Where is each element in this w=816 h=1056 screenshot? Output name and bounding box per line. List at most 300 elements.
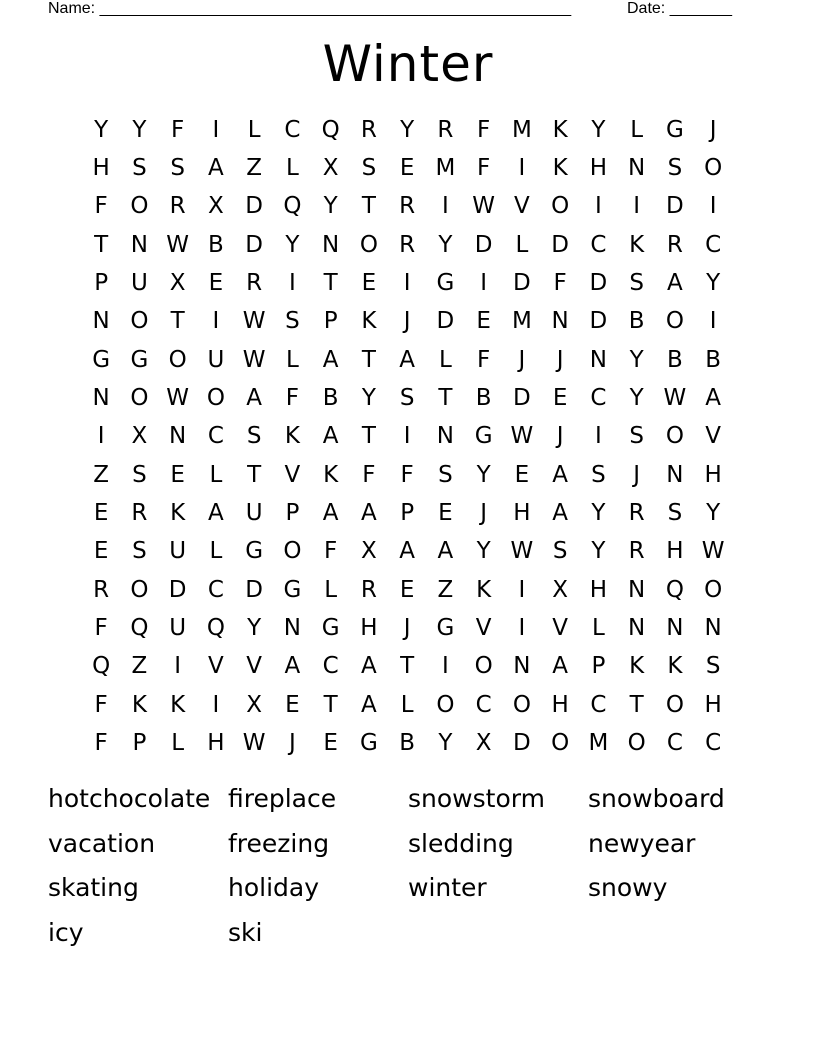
grid-cell: Q: [206, 614, 225, 641]
header-line: [48, 0, 748, 20]
grid-cell: X: [207, 193, 224, 220]
grid-cell: C: [590, 231, 607, 258]
grid-cell: R: [399, 193, 416, 220]
grid-cell: E: [399, 154, 415, 181]
grid-cell: S: [399, 384, 415, 411]
grid-cell: R: [169, 193, 186, 220]
grid-cell: P: [132, 729, 147, 756]
grid-cell: N: [436, 423, 454, 450]
grid-cell: K: [170, 499, 186, 526]
grid-cell: L: [324, 576, 338, 603]
grid-cell: E: [323, 729, 338, 756]
grid-cell: B: [322, 384, 339, 411]
grid-cell: D: [589, 308, 608, 335]
grid-cell: O: [436, 691, 455, 718]
grid-cell: E: [93, 538, 109, 565]
grid-cell: C: [475, 691, 492, 718]
grid-cell: J: [288, 729, 296, 756]
grid-cell: O: [168, 346, 187, 373]
grid-cell: N: [130, 231, 148, 258]
grid-cell: A: [399, 538, 415, 565]
grid-cell: O: [512, 691, 531, 718]
grid-cell: J: [633, 461, 641, 488]
grid-cell: S: [132, 461, 147, 488]
grid-cell: B: [399, 729, 416, 756]
grid-cell: H: [589, 154, 608, 181]
grid-cell: S: [667, 154, 683, 181]
word-list-item: icy: [48, 917, 84, 947]
grid-cell: T: [361, 423, 376, 450]
grid-cell: O: [130, 384, 149, 411]
grid-cell: T: [400, 653, 415, 680]
grid-cell: D: [551, 231, 569, 258]
grid-cell: Y: [400, 116, 415, 143]
grid-cell: D: [245, 576, 263, 603]
grid-cell: S: [591, 461, 606, 488]
grid-cell: S: [285, 308, 300, 335]
grid-cell: V: [705, 423, 721, 450]
grid-cell: D: [474, 231, 493, 258]
grid-cell: O: [665, 691, 684, 718]
grid-cell: S: [132, 154, 147, 181]
grid-cell: X: [169, 269, 186, 296]
grid-cell: S: [552, 538, 568, 565]
grid-cell: J: [480, 499, 488, 526]
grid-cell: K: [667, 653, 683, 680]
grid-cell: E: [476, 308, 491, 335]
grid-cell: J: [518, 346, 526, 373]
grid-cell: F: [94, 729, 108, 756]
grid-cell: O: [704, 576, 723, 603]
word-list-item: hotchocolate: [48, 784, 211, 813]
word-list-item: snowstorm: [408, 784, 545, 813]
grid-cell: N: [666, 461, 684, 488]
word-list-item: fireplace: [228, 784, 337, 813]
grid-cell: T: [94, 231, 109, 258]
grid-cell: D: [589, 269, 608, 296]
grid-cell: E: [208, 269, 224, 296]
grid-cell: G: [245, 538, 264, 565]
grid-cell: C: [207, 423, 224, 450]
grid-cell: I: [594, 193, 602, 220]
grid-cell: H: [207, 729, 225, 756]
grid-cell: S: [629, 269, 644, 296]
grid-cell: S: [132, 538, 147, 565]
grid-cell: N: [666, 614, 684, 641]
grid-cell: B: [207, 231, 224, 258]
grid-cell: O: [283, 538, 302, 565]
grid-cell: G: [436, 269, 455, 296]
grid-cell: C: [590, 384, 607, 411]
grid-cell: I: [441, 193, 449, 220]
grid-cell: F: [94, 193, 108, 220]
grid-cell: Y: [591, 538, 606, 565]
grid-cell: H: [704, 461, 722, 488]
grid-cell: E: [438, 499, 453, 526]
grid-cell: K: [552, 154, 568, 181]
grid-cell: Y: [361, 384, 376, 411]
grid-cell: F: [362, 461, 376, 488]
grid-cell: U: [245, 499, 263, 526]
grid-cell: F: [324, 538, 338, 565]
grid-cell: K: [361, 308, 377, 335]
grid-cell: X: [131, 423, 148, 450]
grid-cell: C: [207, 576, 224, 603]
grid-cell: L: [515, 231, 529, 258]
grid-cell: H: [551, 691, 569, 718]
grid-cell: E: [552, 384, 568, 411]
word-list-item: vacation: [48, 828, 156, 858]
grid-cell: I: [212, 691, 220, 718]
grid-cell: I: [594, 423, 602, 450]
grid-cell: B: [705, 346, 722, 373]
word-list-item: snowboard: [588, 784, 725, 813]
grid-cell: F: [553, 269, 567, 296]
grid-cell: S: [438, 461, 453, 488]
grid-cell: X: [360, 538, 377, 565]
grid-cell: A: [552, 461, 568, 488]
grid-cell: J: [403, 308, 411, 335]
grid-cell: D: [513, 729, 531, 756]
grid-cell: C: [705, 729, 722, 756]
grid-cell: W: [510, 538, 534, 565]
grid-cell: V: [475, 614, 492, 641]
grid-cell: A: [552, 499, 568, 526]
word-list: [48, 777, 788, 955]
grid-cell: N: [92, 384, 110, 411]
grid-cell: D: [245, 193, 263, 220]
grid-cell: Q: [665, 576, 684, 603]
grid-cell: K: [131, 691, 147, 718]
grid-cell: U: [169, 614, 187, 641]
grid-cell: Y: [323, 193, 338, 220]
grid-cell: V: [552, 614, 568, 641]
grid-cell: P: [591, 653, 606, 680]
grid-cell: N: [322, 231, 340, 258]
grid-cell: F: [477, 116, 491, 143]
grid-cell: Q: [130, 614, 149, 641]
word-list-item: ski: [228, 917, 263, 947]
grid-cell: W: [166, 231, 189, 258]
grid-cell: Y: [438, 231, 453, 258]
grid-cell: T: [170, 308, 185, 335]
grid-cell: V: [208, 653, 224, 680]
grid-cell: A: [667, 269, 683, 296]
grid-cell: I: [480, 269, 488, 296]
grid-cell: A: [361, 653, 377, 680]
grid-cell: J: [556, 346, 564, 373]
grid-cell: A: [437, 538, 454, 565]
grid-cell: I: [174, 653, 182, 680]
grid-cell: C: [590, 691, 607, 718]
grid-cell: X: [246, 691, 262, 718]
grid-cell: D: [666, 193, 684, 220]
grid-cell: G: [436, 614, 455, 641]
grid-cell: Y: [629, 384, 644, 411]
grid-cell: E: [170, 461, 185, 488]
grid-cell: R: [628, 499, 645, 526]
grid-cell: X: [475, 729, 492, 756]
grid-cell: A: [322, 346, 339, 373]
grid-cell: W: [242, 308, 266, 335]
grid-cell: V: [514, 193, 530, 220]
grid-cell: J: [403, 614, 411, 641]
grid-cell: T: [438, 384, 453, 411]
grid-cell: F: [477, 346, 491, 373]
grid-cell: O: [130, 193, 149, 220]
grid-cell: K: [552, 116, 568, 143]
word-list-item: skating: [48, 873, 139, 902]
grid-cell: E: [361, 269, 377, 296]
grid-cell: N: [628, 576, 646, 603]
grid-cell: O: [704, 154, 723, 181]
grid-cell: H: [360, 614, 378, 641]
grid-cell: V: [284, 461, 301, 488]
grid-cell: Y: [591, 116, 606, 143]
grid-cell: N: [513, 653, 531, 680]
grid-cell: N: [628, 154, 646, 181]
grid-cell: I: [403, 423, 411, 450]
grid-cell: A: [361, 499, 377, 526]
grid-cell: L: [209, 461, 223, 488]
letter-grid: [82, 111, 732, 763]
grid-cell: M: [435, 154, 456, 181]
grid-cell: A: [361, 691, 377, 718]
grid-cell: Y: [706, 269, 721, 296]
grid-cell: G: [130, 346, 149, 373]
grid-cell: I: [633, 193, 641, 220]
word-list-item: snowy: [588, 873, 668, 902]
grid-cell: K: [629, 231, 645, 258]
grid-cell: I: [709, 193, 717, 220]
grid-cell: R: [360, 116, 377, 143]
grid-cell: E: [285, 691, 300, 718]
grid-cell: T: [323, 691, 338, 718]
grid-cell: I: [403, 269, 411, 296]
grid-cell: M: [511, 308, 532, 335]
grid-cell: W: [701, 538, 725, 565]
grid-cell: G: [359, 729, 378, 756]
grid-cell: Y: [132, 116, 147, 143]
grid-cell: N: [704, 614, 722, 641]
grid-cell: W: [242, 346, 266, 373]
grid-cell: R: [360, 576, 377, 603]
grid-cell: A: [399, 346, 415, 373]
grid-cell: Z: [437, 576, 454, 603]
puzzle-title: Winter: [322, 35, 494, 93]
grid-cell: I: [441, 653, 449, 680]
grid-cell: I: [709, 308, 717, 335]
grid-cell: U: [207, 346, 225, 373]
grid-cell: O: [206, 384, 225, 411]
grid-cell: Y: [706, 499, 721, 526]
grid-cell: F: [171, 116, 185, 143]
grid-cell: H: [589, 576, 608, 603]
grid-cell: K: [629, 653, 645, 680]
grid-cell: J: [556, 423, 564, 450]
grid-cell: H: [704, 691, 722, 718]
grid-cell: F: [285, 384, 299, 411]
grid-cell: A: [246, 384, 262, 411]
grid-cell: P: [94, 269, 109, 296]
grid-cell: O: [130, 576, 149, 603]
grid-cell: K: [170, 691, 186, 718]
date-field: Date: _______: [627, 0, 732, 17]
grid-cell: R: [628, 538, 645, 565]
grid-cell: A: [284, 653, 301, 680]
grid-cell: U: [169, 538, 187, 565]
grid-cell: K: [284, 423, 300, 450]
grid-cell: Z: [246, 154, 262, 181]
grid-cell: Z: [93, 461, 109, 488]
grid-cell: I: [212, 308, 220, 335]
grid-cell: D: [513, 269, 531, 296]
grid-cell: A: [322, 499, 339, 526]
grid-cell: B: [475, 384, 492, 411]
grid-cell: F: [94, 691, 108, 718]
grid-cell: Y: [591, 499, 606, 526]
grid-cell: C: [284, 116, 301, 143]
grid-cell: F: [94, 614, 108, 641]
grid-cell: A: [705, 384, 721, 411]
grid-cell: C: [666, 729, 683, 756]
grid-cell: N: [92, 308, 110, 335]
grid-cell: L: [171, 729, 185, 756]
grid-cell: D: [168, 576, 187, 603]
grid-cell: X: [322, 154, 339, 181]
grid-cell: O: [665, 423, 684, 450]
grid-cell: N: [628, 614, 646, 641]
grid-cell: I: [212, 116, 220, 143]
grid-cell: M: [588, 729, 609, 756]
grid-cell: Q: [321, 116, 340, 143]
grid-cell: L: [285, 346, 299, 373]
grid-cell: J: [709, 116, 717, 143]
grid-cell: S: [246, 423, 262, 450]
grid-cell: D: [436, 308, 455, 335]
grid-cell: R: [131, 499, 148, 526]
grid-cell: O: [359, 231, 378, 258]
grid-cell: W: [510, 423, 534, 450]
grid-cell: K: [476, 576, 492, 603]
grid-cell: K: [323, 461, 339, 488]
grid-cell: Y: [476, 461, 491, 488]
name-field: Name: _____________________________________________________: [48, 0, 572, 17]
grid-cell: S: [705, 653, 721, 680]
grid-cell: T: [361, 346, 376, 373]
grid-cell: P: [323, 308, 338, 335]
grid-cell: Y: [247, 614, 262, 641]
grid-cell: L: [630, 116, 644, 143]
grid-cell: L: [247, 116, 261, 143]
grid-cell: N: [551, 308, 569, 335]
grid-cell: L: [400, 691, 414, 718]
grid-cell: W: [242, 729, 266, 756]
grid-cell: R: [399, 231, 416, 258]
grid-cell: I: [97, 423, 105, 450]
grid-cell: G: [92, 346, 111, 373]
grid-cell: M: [511, 116, 532, 143]
grid-cell: G: [665, 116, 684, 143]
grid-cell: R: [246, 269, 263, 296]
grid-cell: T: [361, 193, 376, 220]
grid-cell: U: [130, 269, 148, 296]
grid-cell: Q: [283, 193, 302, 220]
grid-cell: F: [477, 154, 491, 181]
grid-cell: L: [209, 538, 223, 565]
grid-cell: O: [665, 308, 684, 335]
grid-cell: V: [246, 653, 262, 680]
grid-cell: H: [666, 538, 684, 565]
grid-cell: I: [518, 614, 526, 641]
grid-cell: P: [285, 499, 300, 526]
grid-cell: F: [400, 461, 414, 488]
grid-cell: W: [166, 384, 189, 411]
grid-cell: W: [663, 384, 687, 411]
grid-cell: O: [627, 729, 646, 756]
grid-cell: G: [321, 614, 340, 641]
grid-cell: D: [245, 231, 263, 258]
grid-cell: N: [283, 614, 301, 641]
grid-cell: B: [628, 308, 645, 335]
word-list-item: holiday: [228, 873, 320, 902]
grid-cell: Y: [438, 729, 453, 756]
grid-cell: P: [400, 499, 415, 526]
grid-cell: I: [518, 576, 526, 603]
grid-cell: C: [705, 231, 722, 258]
grid-cell: Y: [629, 346, 644, 373]
grid-cell: E: [514, 461, 530, 488]
grid-cell: S: [667, 499, 683, 526]
grid-cell: G: [283, 576, 302, 603]
grid-cell: L: [438, 346, 452, 373]
grid-cell: H: [92, 154, 110, 181]
grid-cell: I: [288, 269, 296, 296]
grid-cell: X: [552, 576, 568, 603]
grid-cell: I: [518, 154, 526, 181]
grid-cell: O: [551, 729, 570, 756]
grid-cell: E: [93, 499, 109, 526]
word-list-item: sledding: [408, 828, 514, 858]
grid-cell: A: [208, 499, 224, 526]
grid-cell: R: [666, 231, 683, 258]
grid-cell: A: [552, 653, 568, 680]
grid-cell: T: [323, 269, 338, 296]
word-list-item: newyear: [588, 828, 696, 858]
word-list-item: winter: [408, 873, 487, 902]
grid-cell: N: [169, 423, 187, 450]
grid-cell: W: [472, 193, 495, 220]
grid-cell: A: [208, 154, 224, 181]
grid-cell: L: [285, 154, 299, 181]
grid-cell: Q: [92, 653, 111, 680]
grid-cell: A: [322, 423, 339, 450]
grid-cell: O: [551, 193, 570, 220]
grid-cell: Z: [131, 653, 148, 680]
grid-cell: C: [322, 653, 339, 680]
grid-cell: S: [629, 423, 644, 450]
grid-cell: S: [361, 154, 377, 181]
grid-cell: S: [170, 154, 185, 181]
grid-cell: G: [474, 423, 493, 450]
grid-cell: Y: [285, 231, 300, 258]
grid-cell: B: [666, 346, 683, 373]
grid-cell: E: [399, 576, 415, 603]
grid-cell: Y: [94, 116, 109, 143]
grid-cell: R: [437, 116, 454, 143]
grid-cell: L: [591, 614, 605, 641]
word-list-item: freezing: [228, 828, 330, 858]
